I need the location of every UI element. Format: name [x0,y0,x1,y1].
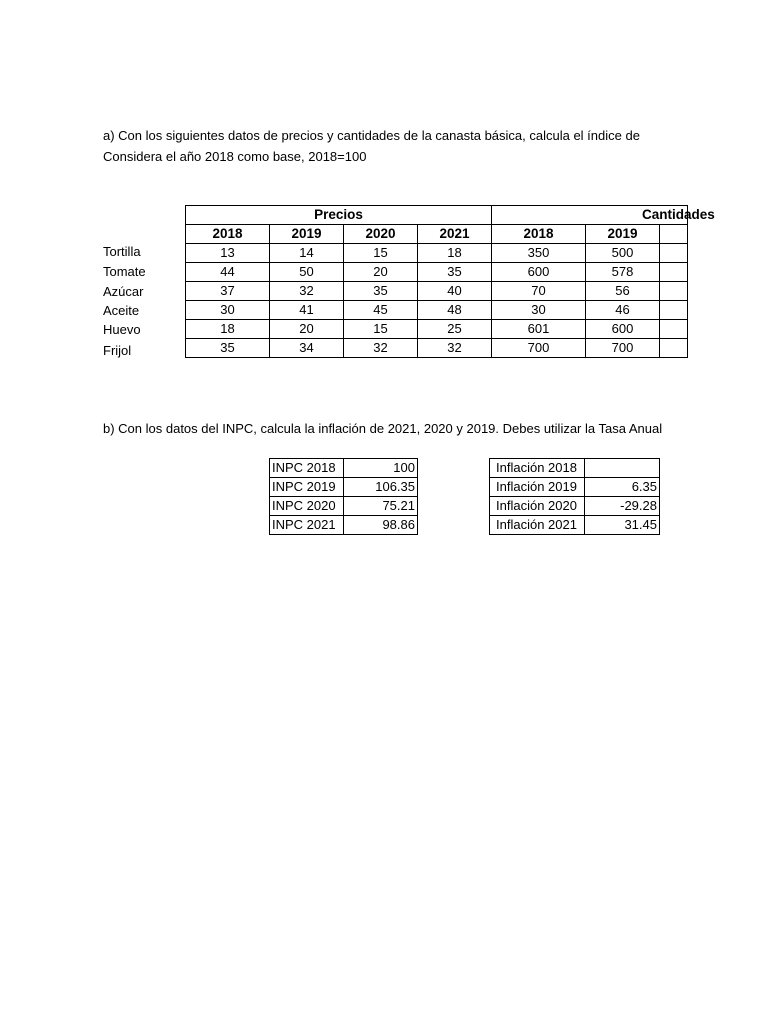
table-row [186,339,688,358]
part-a-instruction-line1: a) Con los siguientes datos de precios y cantidades de la canasta básica, calcula el índice de [103,128,640,143]
table-cell: 37 [186,282,270,301]
inpc-label: INPC 2019 [270,478,344,497]
table-cell: 20 [344,263,418,282]
table-row [186,244,688,263]
group-header-quantities: Cantidades [492,206,688,225]
table-cell: 13 [186,244,270,263]
table-cell: 600 [586,320,660,339]
table-cell [660,225,688,244]
table-cell: 32 [270,282,344,301]
inpc-table [269,458,418,535]
inpc-label: INPC 2018 [270,459,344,478]
table-cell [660,320,688,339]
table-cell: 48 [418,301,492,320]
table-row [270,478,418,497]
year-header: 2019 [270,225,344,244]
table-cell: 35 [418,263,492,282]
inflation-value[interactable]: 31.45 [585,516,660,535]
table-cell: 46 [586,301,660,320]
row-label-tomate: Tomate [103,264,146,279]
table-cell: 30 [186,301,270,320]
table-cell: 25 [418,320,492,339]
table-cell: 578 [586,263,660,282]
year-header: 2019 [586,225,660,244]
table-cell: 700 [492,339,586,358]
table-cell: 40 [418,282,492,301]
year-header: 2018 [492,225,586,244]
table-row [270,497,418,516]
inflation-value[interactable]: 6.35 [585,478,660,497]
table-cell: 30 [492,301,586,320]
table-cell: 32 [344,339,418,358]
table-cell: 500 [586,244,660,263]
table-cell: 32 [418,339,492,358]
table-row [186,301,688,320]
table-row [490,497,660,516]
inflation-value[interactable]: -29.28 [585,497,660,516]
table-row [186,282,688,301]
table-cell: 601 [492,320,586,339]
table-cell: 20 [270,320,344,339]
table-cell [660,263,688,282]
inflation-label: Inflación 2019 [490,478,585,497]
year-header: 2018 [186,225,270,244]
table-cell [660,301,688,320]
table-cell: 70 [492,282,586,301]
year-header: 2020 [344,225,418,244]
table-cell [660,282,688,301]
table-row [490,459,660,478]
inpc-value: 106.35 [344,478,418,497]
inpc-value: 98.86 [344,516,418,535]
table-cell: 18 [186,320,270,339]
inpc-value: 75.21 [344,497,418,516]
table-cell: 600 [492,263,586,282]
group-header-prices: Precios [186,206,492,225]
table-cell: 350 [492,244,586,263]
table-cell: 44 [186,263,270,282]
inflation-label: Inflación 2020 [490,497,585,516]
row-label-tortilla: Tortilla [103,244,141,259]
table-row [186,320,688,339]
inpc-value: 100 [344,459,418,478]
table-cell: 50 [270,263,344,282]
table-row [186,263,688,282]
table-row [490,516,660,535]
table-cell: 34 [270,339,344,358]
table-cell: 15 [344,244,418,263]
table-row [270,459,418,478]
table-cell: 14 [270,244,344,263]
year-header: 2021 [418,225,492,244]
table-cell: 45 [344,301,418,320]
table-cell: 15 [344,320,418,339]
prices-quantities-table [185,205,715,358]
inflation-label: Inflación 2018 [490,459,585,478]
table-cell: 56 [586,282,660,301]
table-cell [660,339,688,358]
row-label-aceite: Aceite [103,303,140,318]
part-b-instruction: b) Con los datos del INPC, calcula la inflación de 2021, 2020 y 2019. Debes utilizar la Tasa Anual [103,421,663,436]
row-label-azucar: Azúcar [103,284,144,299]
part-a-instruction-line2: Considera el año 2018 como base, 2018=100 [103,149,367,164]
row-label-huevo: Huevo [103,322,141,337]
inflation-value[interactable] [585,459,660,478]
row-label-frijol: Frijol [103,343,132,358]
table-row [270,516,418,535]
table-cell: 35 [186,339,270,358]
table-cell: 41 [270,301,344,320]
inpc-label: INPC 2020 [270,497,344,516]
table-row [490,478,660,497]
inpc-label: INPC 2021 [270,516,344,535]
inflation-label: Inflación 2021 [490,516,585,535]
table-cell: 18 [418,244,492,263]
table-cell: 35 [344,282,418,301]
table-cell: 700 [586,339,660,358]
table-cell [660,244,688,263]
inflation-table [489,458,660,535]
